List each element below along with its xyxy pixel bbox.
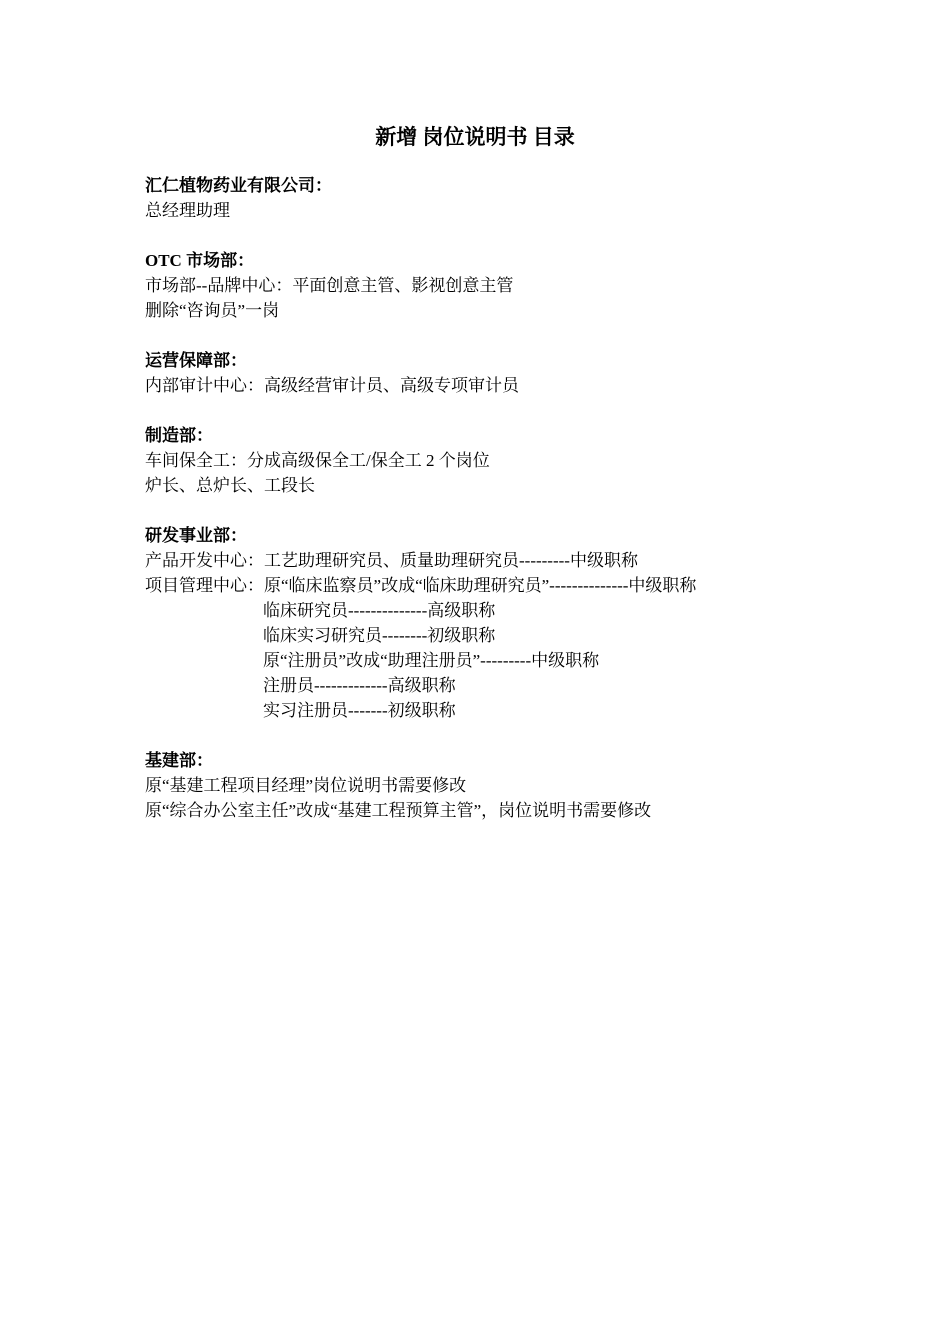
section-heading: 制造部： xyxy=(145,426,213,445)
sub-position-line: 注册员-------------高级职称 xyxy=(263,676,456,695)
section-heading: 基建部： xyxy=(145,751,213,770)
section-company xyxy=(145,173,825,223)
sub-position-line: 临床实习研究员--------初级职称 xyxy=(263,626,496,645)
sub-position-line: 实习注册员-------初级职称 xyxy=(263,701,456,720)
section-construction xyxy=(145,748,825,823)
position-line: 项目管理中心：原“临床监察员”改成“临床助理研究员”--------------中级职称 xyxy=(145,576,697,595)
section-heading: 汇仁植物药业有限公司： xyxy=(145,176,332,195)
document-body xyxy=(145,173,825,848)
section-heading: 研发事业部： xyxy=(145,526,247,545)
position-line: 原“综合办公室主任”改成“基建工程预算主管”，岗位说明书需要修改 xyxy=(145,801,652,820)
section-manufacturing xyxy=(145,423,825,498)
section-otc-marketing xyxy=(145,248,825,323)
section-rd xyxy=(145,523,825,723)
section-heading: OTC 市场部： xyxy=(145,251,255,270)
position-line: 产品开发中心：工艺助理研究员、质量助理研究员---------中级职称 xyxy=(145,551,638,570)
position-line: 删除“咨询员”一岗 xyxy=(145,301,280,320)
position-line: 炉长、总炉长、工段长 xyxy=(145,476,315,495)
section-operations xyxy=(145,348,825,398)
page-title: 新增 岗位说明书 目录 xyxy=(375,125,575,149)
section-heading: 运营保障部： xyxy=(145,351,247,370)
position-line: 总经理助理 xyxy=(145,201,230,220)
position-line: 车间保全工：分成高级保全工/保全工 2 个岗位 xyxy=(145,451,490,470)
position-line: 原“基建工程项目经理”岗位说明书需要修改 xyxy=(145,776,467,795)
position-line: 内部审计中心：高级经营审计员、高级专项审计员 xyxy=(145,376,519,395)
sub-position-line: 临床研究员--------------高级职称 xyxy=(263,601,496,620)
position-line: 市场部--品牌中心：平面创意主管、影视创意主管 xyxy=(145,276,514,295)
sub-position-line: 原“注册员”改成“助理注册员”---------中级职称 xyxy=(263,651,600,670)
